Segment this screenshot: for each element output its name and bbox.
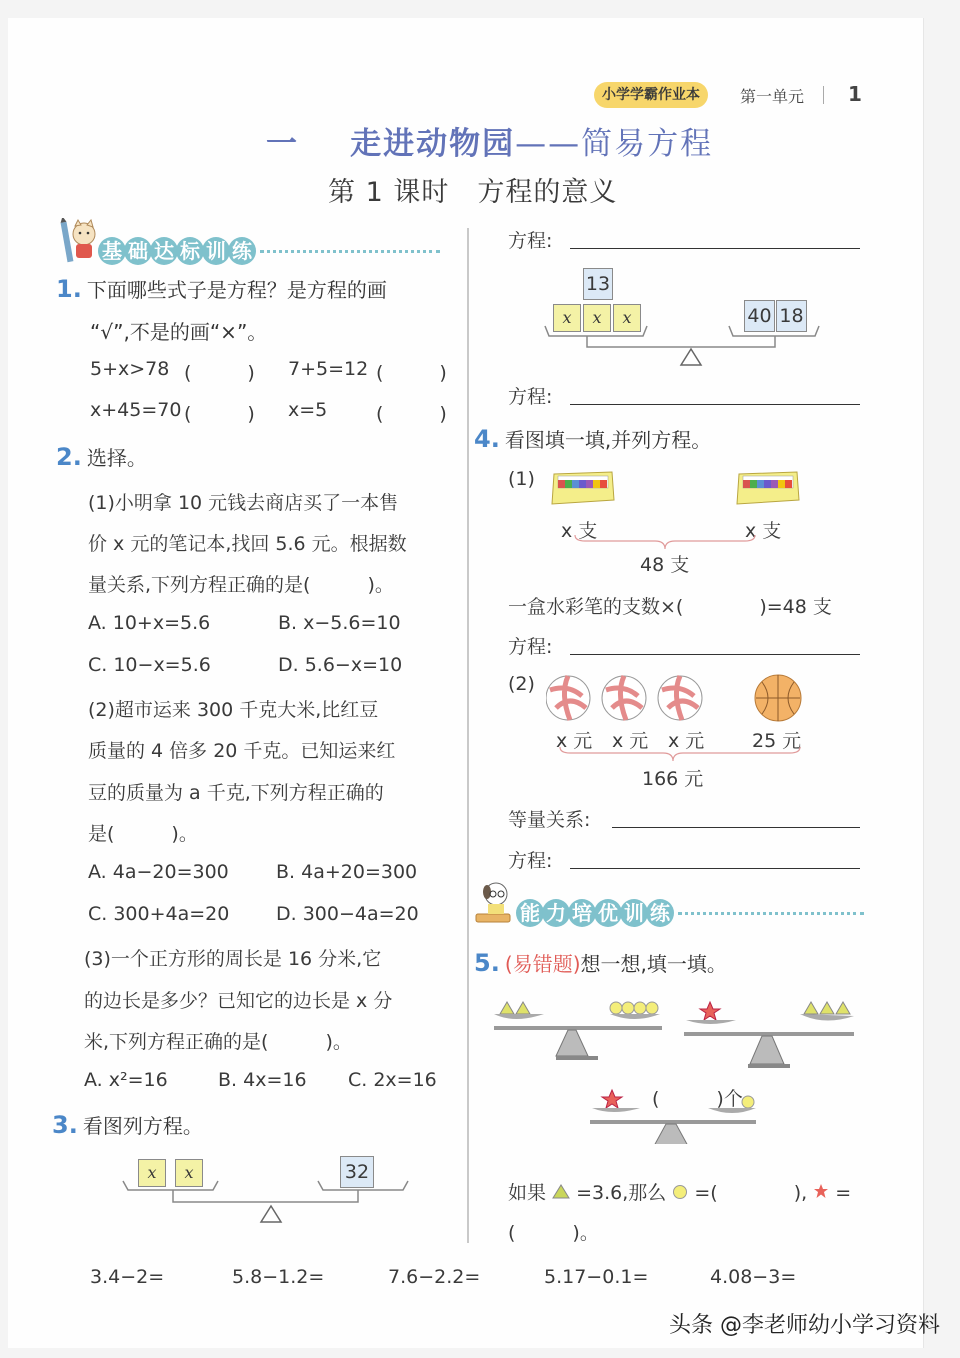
x-block: x	[613, 304, 641, 332]
equation-label: 方程:	[508, 850, 553, 872]
mental-math-item: 5.17−0.1=	[544, 1266, 649, 1288]
question-title: 选择。	[86, 446, 147, 470]
total-label: 48 支	[640, 554, 690, 576]
q2-3-text: (3)一个正方形的周长是 16 分米,它	[84, 948, 382, 970]
question-number: 4.	[474, 425, 500, 453]
q1-item: x+45=70	[90, 399, 182, 421]
q1-item: 5+x>78	[90, 358, 170, 380]
balance-puzzle-illustration	[484, 994, 864, 1144]
marker-box-icon	[548, 468, 618, 514]
item-price: x 元	[668, 730, 705, 752]
relation-label: 等量关系:	[508, 809, 591, 831]
balls-illustration	[546, 674, 816, 724]
column-divider	[467, 228, 469, 1243]
q2-2-text: 质量的 4 倍多 20 千克。已知运来红	[88, 740, 396, 762]
option[interactable]: D. 300−4a=20	[276, 903, 419, 925]
sub-label: (2)	[508, 673, 535, 695]
mental-math-item: 5.8−1.2=	[232, 1266, 325, 1288]
option[interactable]: C. 2x=16	[348, 1069, 437, 1091]
equation-answer-line[interactable]	[570, 868, 860, 869]
scale-beam-icon	[118, 1178, 418, 1238]
sub-label: (1)	[508, 468, 535, 490]
cat-mascot-icon	[60, 218, 100, 266]
number-block: 18	[776, 300, 807, 332]
count-blank[interactable]: ( )个	[652, 1088, 743, 1110]
total-label: 166 元	[642, 768, 704, 790]
mental-math-item: 4.08−3=	[710, 1266, 797, 1288]
q1-item: x=5	[288, 399, 328, 421]
number-block: 32	[340, 1156, 374, 1188]
question-2	[56, 442, 147, 471]
lesson-title: 第 1 课时 方程的意义	[328, 177, 618, 208]
question-number: 3.	[52, 1111, 78, 1139]
unit-label: 第一单元	[740, 87, 805, 106]
q5-answer-line-1: 如果 =3.6,那么 =( ), =	[508, 1182, 852, 1204]
q2-2-text: (2)超市运来 300 千克大米,比红豆	[88, 699, 379, 721]
banner-char: 基	[98, 237, 126, 265]
relation-text: 一盒水彩笔的支数×( )=48 支	[508, 596, 832, 618]
section-banner-advanced	[474, 880, 864, 928]
question-number: 1.	[56, 275, 82, 303]
question-4	[474, 424, 711, 453]
workbook-page	[8, 18, 924, 1348]
banner-char: 训	[202, 237, 230, 265]
item-price: x 元	[612, 730, 649, 752]
star-value-blank[interactable]: ( )。	[508, 1222, 599, 1244]
volleyball-icon	[546, 676, 590, 720]
scale-a	[494, 1002, 662, 1060]
error-prone-tag: (易错题)	[504, 952, 581, 976]
q2-3-text: 的边长是多少？已知它的边长是 x 分	[84, 990, 393, 1012]
option[interactable]: B. 4x=16	[218, 1069, 307, 1091]
brace-icon	[573, 533, 758, 551]
star-icon	[813, 1183, 829, 1199]
q1-answer-blank[interactable]: ( )	[184, 403, 261, 425]
option[interactable]: C. 300+4a=20	[88, 903, 230, 925]
question-number: 5.	[474, 949, 500, 977]
q1-answer-blank[interactable]: ( )	[376, 362, 453, 384]
option[interactable]: B. x−5.6=10	[278, 612, 401, 634]
chapter-title-bold: 走进动物园	[350, 126, 516, 162]
marker-box-icon	[733, 468, 803, 514]
chapter-title-rest: ——简易方程	[515, 126, 714, 162]
mental-math-item: 3.4−2=	[90, 1266, 165, 1288]
question-title: 看图列方程。	[82, 1114, 203, 1138]
q1-item: 7+5=12	[288, 358, 369, 380]
mental-math-item: 7.6−2.2=	[388, 1266, 481, 1288]
q1-answer-blank[interactable]: ( )	[184, 362, 261, 384]
question-title: 想一想,填一填。	[580, 952, 727, 976]
equation-answer-line[interactable]	[570, 248, 860, 249]
banner-char: 优	[594, 899, 622, 927]
watermark: 头条 @李老师幼小学习资料	[669, 1313, 940, 1338]
header-separator	[823, 86, 824, 104]
x-block: x	[175, 1159, 203, 1187]
q2-1-text: (1)小明拿 10 元钱去商店买了一本售	[88, 492, 399, 514]
page-number: 1	[848, 82, 862, 106]
option[interactable]: A. 10+x=5.6	[88, 612, 211, 634]
banner-char: 力	[542, 899, 570, 927]
item-price: x 元	[556, 730, 593, 752]
question-number: 2.	[56, 443, 82, 471]
q2-2-text: 是( )。	[88, 823, 198, 845]
section-banner-basic	[60, 218, 440, 266]
question-1	[56, 274, 387, 303]
banner-dots	[678, 912, 864, 915]
option[interactable]: B. 4a+20=300	[276, 861, 418, 883]
banner-char: 练	[228, 237, 256, 265]
option[interactable]: D. 5.6−x=10	[278, 654, 403, 676]
chapter-title	[266, 118, 713, 163]
volleyball-icon	[658, 676, 702, 720]
circle-icon	[672, 1183, 688, 1199]
circle-value-blank[interactable]: =( ),	[694, 1182, 808, 1204]
number-block: 13	[583, 268, 613, 300]
banner-char: 训	[620, 899, 648, 927]
chapter-number: 一	[266, 126, 299, 162]
number-block: 40	[744, 300, 775, 332]
box-label: x 支	[561, 520, 598, 542]
q2-2-text: 豆的质量为 a 千克,下列方程正确的	[88, 782, 384, 804]
option[interactable]: A. 4a−20=300	[88, 861, 229, 883]
equation-answer-line[interactable]	[570, 654, 860, 655]
basketball-icon	[755, 675, 801, 721]
banner-char: 能	[516, 899, 544, 927]
q2-1-text: 量关系,下列方程正确的是( )。	[88, 574, 394, 596]
scale-beam-icon	[543, 323, 833, 373]
equation-label: 方程:	[508, 636, 553, 658]
banner-char: 培	[568, 899, 596, 927]
banner-char: 练	[646, 899, 674, 927]
equation-label: 方程:	[508, 230, 553, 252]
banner-dots	[260, 250, 440, 253]
equation-label: 方程:	[508, 386, 553, 408]
brace-icon	[558, 745, 803, 763]
scale-b	[684, 1002, 854, 1068]
q2-3-text: 米,下列方程正确的是( )。	[84, 1031, 352, 1053]
book-badge: 小学学霸作业本	[594, 82, 708, 108]
banner-char: 础	[124, 237, 152, 265]
banner-char: 标	[176, 237, 204, 265]
equation-answer-line[interactable]	[570, 404, 860, 405]
q1-answer-blank[interactable]: ( )	[376, 403, 453, 425]
item-price: 25 元	[752, 730, 802, 752]
option[interactable]: A. x²=16	[84, 1069, 168, 1091]
volleyball-icon	[602, 676, 646, 720]
option[interactable]: C. 10−x=5.6	[88, 654, 211, 676]
triangle-icon	[552, 1183, 570, 1199]
dog-mascot-icon	[474, 880, 514, 928]
question-title: 看图填一填,并列方程。	[504, 428, 712, 452]
question-3	[52, 1110, 203, 1139]
x-block: x	[553, 304, 581, 332]
box-label: x 支	[745, 520, 782, 542]
relation-answer-line[interactable]	[612, 827, 860, 828]
q2-1-text: 价 x 元的笔记本,找回 5.6 元。根据数	[88, 533, 407, 555]
x-block: x	[583, 304, 611, 332]
banner-char: 达	[150, 237, 178, 265]
question-5	[474, 948, 727, 977]
question-text: 下面哪些式子是方程？是方程的画	[86, 278, 387, 302]
question-text: “√”,不是的画“×”。	[90, 320, 268, 344]
x-block: x	[138, 1159, 166, 1187]
